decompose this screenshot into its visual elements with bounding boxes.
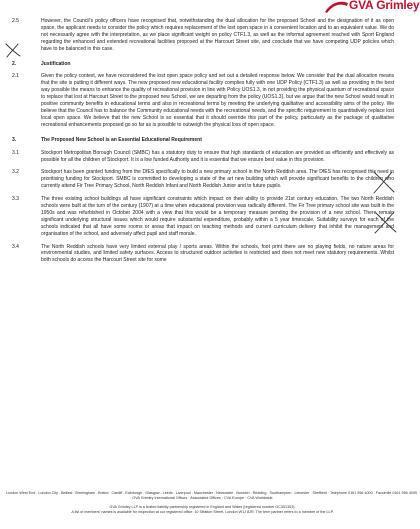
paragraph-number: 2.1 <box>12 73 19 80</box>
paragraph-3-2 <box>12 169 394 190</box>
footer-registered-office: A list of members' names is available for inspection at our registered office: 10 Stratton Street, London W1J 8JR. The term partner refers to a member of the LLP. <box>71 510 334 514</box>
paragraph-3-1 <box>12 150 394 164</box>
footer-associates: GVA Grimley International Offices · Associated Offices · CVA Europe · CVA Worldwide <box>132 496 273 500</box>
paragraph-number: 3.2 <box>12 169 19 176</box>
paragraph-number: 2.5 <box>12 18 19 24</box>
section-2-heading <box>12 61 394 68</box>
footer-regulated: GVA Grimley LLP is a limited liability partnership registered in England and Wales (registered number OC301303). <box>109 505 296 509</box>
section-title: The Proposed New School is an Essential Educational Requirement <box>41 136 202 143</box>
paragraph-text: The North Reddish schools have very limited external play / sports areas. Within the schools, foot print there are no playing fields, no nature areas for environmental studies, and limited safety surfaces. Access to structured outdoor activities is restricted and does not meet new statutory requirements. Whilst both schools do access the Harcourt Street site for some <box>41 243 394 264</box>
paragraph-3-4 <box>12 244 394 265</box>
paragraph-2-1 <box>12 73 394 128</box>
footer-offices: London West End . London City . Belfast . Birmingham . Bristol . Cardiff . Edinburgh . Glasgow . Leeds . Liverpool . Manchester . Newcastle . Norwich . Reading . Southampton . Leicester . Sheffield · Telephone 0161 956 4000 . Facsimile 0161 956 4009 <box>6 491 417 495</box>
document-body <box>12 18 394 488</box>
logo-wordmark: GVA Grimley <box>349 0 420 12</box>
paragraph-text: However, the Council's policy officers have recognised that, notwithstanding the dual allocation for the proposed School and the designation of it as open space, the applicant needs to consider the policy which requires replacement of the lost open space in a convenient location and to an equivalent value. We do not necessarily agree with the interpretation, as we place significant weight on policy CTF1.3, as well as the informal agreement reached with Sport England regarding the enhanced and extended recreational facilities proposed at the Harcourt Street site, and conclude that we have competing UDP policies which have to be balanced in this case. <box>41 18 394 52</box>
document-footer <box>0 491 417 529</box>
paragraph-number: 3.3 <box>12 196 19 203</box>
gva-grimley-logo <box>323 0 420 14</box>
paragraph-number: 3.4 <box>12 243 19 250</box>
paragraph-text: Given the policy context, we have reconsidered the lost open space policy and set out a detailed response below. We consider that the dual allocation means that the site is putting it different ways. The new proposed new educational facility complies fully with one UDP Policy (CTF1.3) as well as providing in the best way possible the means to enhance the quality of recreational provision in line with Policy UOS1.3, in not providing the physical quantum of recreational space to replace that lost at Harcourt Street to the proposed new School, we are departing from the policy (UOS1.3), but we argue that the new School would result in positive community benefits in educational terms and also in recreational terms by meeting the underlying qualitative and accessibility aims of the policy. We believe that the Council has to balance the Community educational needs with the recreational needs, and the specific requirement to quantitatively replace lost local open space. We believe that the new School is so essential that it should override this part of the policy, particularly as the package of qualitative recreational enhancements proposed go so far as is possible to outweigh the physical loss of open space. <box>41 73 394 128</box>
paragraph-text: The three existing school buildings all have significant constraints which impact on their ability to provide 21st century education. The two North Reddish schools were built at the turn of the century (1907) at a time when educational provision was radically different. The Fir Tree primary school site was built in the 1950s and was refurbished in October 2004 with a view that this would be a temporary measure pending the provision of a new school. There remain significant underlying structural issues which would require substantial expenditure, probably within a 5 year timescale. Suitability surveys for each of the schools indicated that all have some rooms or areas that impact on teaching methods and current curriculum delivery that inhibit the management and organisation of the school, and adversely affect pupil and staff morale. <box>41 196 394 237</box>
logo-swoosh-icon <box>323 0 349 14</box>
paragraph-2-5 <box>12 18 394 53</box>
paragraph-text: Stockport Metropolitan Borough Council (SMBC) has a statutory duty to ensure that high standards of education are provided as efficiently and effectively as possible for all the children of Stockport. It is a low funded Authority and it is essential that we ensure best value in this provision. <box>41 149 394 163</box>
paragraph-number: 3.1 <box>12 149 19 156</box>
paragraph-3-3 <box>12 196 394 237</box>
paragraph-text: Stockport has been granted funding from the DfES specifically to build a new primary school in the North Reddish area. The DfES has recognised this need in prioritising funding for Stockport. SMBC is committed to developing a state of the art new building which will provide significant benefits to the children who currently attend Fir Tree Primary School, North Reddish Infant and North Reddish Junior and to future pupils. <box>41 169 394 190</box>
section-3-heading <box>12 137 394 144</box>
section-number: 2. <box>12 60 17 67</box>
section-number: 3. <box>12 136 17 143</box>
section-title: Justification <box>41 60 71 67</box>
